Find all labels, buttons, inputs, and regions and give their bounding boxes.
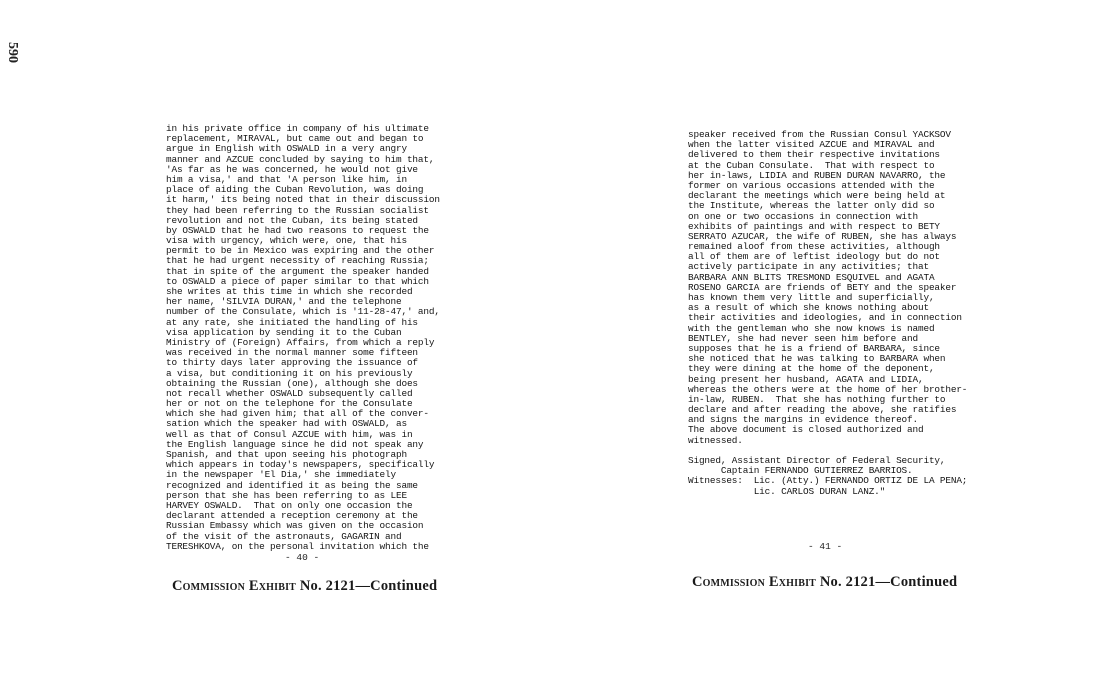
left-page-text (166, 124, 456, 552)
text-line: delivered to them their respective invitations (688, 150, 940, 161)
text-line: in the newspaper 'El Dia,' she immediately (166, 470, 396, 481)
text-line: they were dining at the home of the deponent, (688, 364, 935, 375)
text-line: speaker received from the Russian Consul YACKSOV (688, 130, 951, 140)
text-line: person that she has been referring to as LEE (166, 490, 407, 501)
text-line: which appears in today's newspapers, specifically (166, 460, 435, 471)
text-line: on one or two occasions in connection with (688, 211, 918, 222)
right-exhibit-caption (692, 574, 957, 591)
left-exhibit-suffix: No. 2121—Continued (299, 578, 438, 594)
text-line: ROSENO GARCIA are friends of BETY and the speaker (688, 282, 957, 293)
text-line: all of them are of leftist ideology but do not (688, 252, 940, 263)
text-line: with the gentleman who she now knows is named (688, 323, 935, 334)
text-line: 'As far as he was concerned, he would not give (166, 164, 418, 175)
text-line: when the latter visited AZCUE and MIRAVAL and (688, 140, 935, 151)
text-line: Ministry of (Foreign) Affairs, from which a reply (166, 337, 435, 348)
text-line: she noticed that he was talking to BARBARA when (688, 354, 946, 365)
text-line: by OSWALD that he had two reasons to request the (166, 225, 429, 236)
text-line: that he had urgent necessity of reaching Russia; (166, 256, 429, 267)
page-number: 590 (5, 42, 20, 63)
text-line: manner and AZCUE concluded by saying to him that, (166, 154, 435, 165)
text-line: Lic. CARLOS DURAN LANZ." (688, 486, 886, 497)
text-line: declarant attended a reception ceremony at the (166, 511, 418, 522)
text-line: actively participate in any activities; that (688, 262, 929, 273)
text-line: her in-laws, LIDIA and RUBEN DURAN NAVARRO, the (688, 170, 946, 181)
text-line: their activities and ideologies, and in connection (688, 313, 962, 324)
text-line: SERRATO AZUCAR, the wife of RUBEN, she has always (688, 231, 957, 242)
text-line: which she had given him; that all of the conver- (166, 409, 429, 420)
text-line: place of aiding the Cuban Revolution, was doing (166, 185, 424, 196)
text-line: Witnesses: Lic. (Atty.) FERNANDO ORTIZ DE LA PENA; (688, 476, 968, 487)
text-line: whereas the others were at the home of her brother- (688, 384, 968, 395)
text-line: that in spite of the argument the speaker handed (166, 266, 429, 277)
text-line: TERESHKOVA, on the personal invitation which the (166, 541, 429, 552)
text-line: a visa, but conditioning it on his previously (166, 368, 413, 379)
text-line: Captain FERNANDO GUTIERREZ BARRIOS. (688, 466, 913, 477)
text-line: she writes at this time in which she recorded (166, 287, 413, 297)
text-line: exhibits of paintings and with respect to BETY (688, 221, 940, 232)
text-line: has known them very little and superficially, (688, 293, 935, 303)
text-line: BARBARA ANN BLITS TRESMOND ESQUIVEL and AGATA (688, 272, 935, 283)
text-line: Spanish, and that upon seeing his photograph (166, 450, 407, 460)
text-line: to OSWALD a piece of paper similar to that which (166, 276, 429, 287)
text-line (688, 446, 988, 456)
text-line: at any rate, she initiated the handling of his (166, 317, 418, 328)
text-line: the Institute, whereas the latter only did so (688, 201, 935, 212)
text-line: The above document is closed authorized and (688, 425, 924, 436)
text-line: visa with urgency, which were, one, that his (166, 236, 407, 247)
text-line: of the visit of the astronauts, GAGARIN and (166, 531, 402, 542)
text-line: obtaining the Russian (one), although she does (166, 378, 418, 389)
text-line: HARVEY OSWALD. That on only one occasion the (166, 500, 413, 511)
text-line: not recall whether OSWALD subsequently called (166, 388, 413, 399)
text-line: they had been referring to the Russian socialist (166, 205, 429, 216)
text-line: remained aloof from these activities, although (688, 242, 940, 253)
text-line: as a result of which she knows nothing about (688, 303, 929, 314)
text-line: to thirty days later approving the issuance of (166, 358, 418, 369)
text-line: permit to be in Mexico was expiring and the other (166, 246, 435, 257)
text-line: witnessed. (688, 435, 743, 446)
right-exhibit-prefix: Commission Exhibit (692, 574, 817, 590)
left-page-footer-number: - 40 - (285, 552, 320, 563)
text-line: it harm,' its being noted that in their discussion (166, 195, 440, 206)
text-line: replacement, MIRAVAL, but came out and began to (166, 134, 424, 145)
text-line: the English language since he did not speak any (166, 439, 424, 450)
text-line: Signed, Assistant Director of Federal Security, (688, 456, 946, 466)
text-line: revolution and not the Cuban, its being stated (166, 215, 418, 226)
text-line: her or not on the telephone for the Consulate (166, 399, 413, 410)
text-line: sation which the speaker had with OSWALD, as (166, 419, 407, 430)
text-line: recognized and identified it as being the same (166, 480, 418, 491)
text-line: former on various occasions attended with the (688, 180, 935, 191)
text-line: declarant the meetings which were being held at (688, 191, 946, 202)
text-line: her name, 'SILVIA DURAN,' and the telephone (166, 297, 402, 308)
text-line: BENTLEY, she had never seen him before and (688, 333, 918, 344)
text-line: declare and after reading the above, she ratifies (688, 405, 957, 416)
text-line: in-law, RUBEN. That she has nothing further to (688, 394, 946, 405)
text-line: argue in English with OSWALD in a very angry (166, 144, 407, 155)
left-exhibit-caption (172, 578, 437, 595)
text-line: supposes that he is a friend of BARBARA, since (688, 343, 940, 354)
text-line: him a visa,' and that 'A person like him, in (166, 174, 407, 185)
left-exhibit-prefix: Commission Exhibit (172, 578, 297, 594)
right-exhibit-suffix: No. 2121—Continued (819, 574, 958, 590)
text-line: was received in the normal manner some fifteen (166, 348, 418, 359)
text-line: being present her husband, AGATA and LIDIA, (688, 374, 924, 385)
text-line: well as that of Consul AZCUE with him, was in (166, 429, 413, 440)
right-page-text (688, 130, 988, 497)
text-line: number of the Consulate, which is '11-28-47,' and, (166, 307, 440, 318)
text-line: Russian Embassy which was given on the occasion (166, 521, 424, 532)
text-line: and signs the margins in evidence thereof. (688, 415, 918, 426)
text-line: at the Cuban Consulate. That with respect to (688, 160, 935, 171)
text-line: visa application by sending it to the Cuban (166, 327, 402, 338)
text-line: in his private office in company of his ultimate (166, 124, 429, 134)
right-page-footer-number: - 41 - (808, 541, 843, 552)
